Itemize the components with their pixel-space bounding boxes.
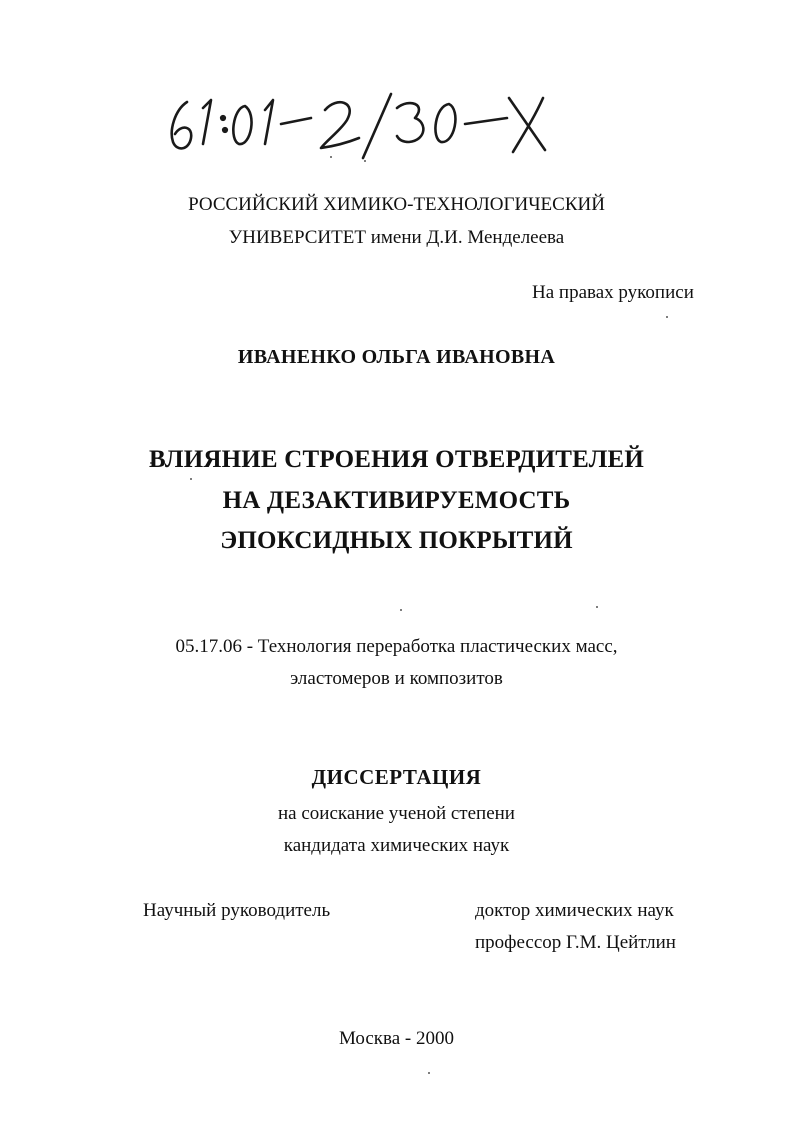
specialty-line-1: 05.17.06 - Технология переработка пластических масс, — [175, 636, 618, 657]
title-line-2: НА ДЕЗАКТИВИРУЕМОСТЬ — [222, 487, 571, 514]
scan-speck — [400, 609, 402, 611]
specialty-line-2: эластомеров и композитов — [290, 668, 503, 689]
work-type-heading: ДИССЕРТАЦИЯ — [311, 765, 482, 789]
supervisor-label: Научный руководитель — [143, 900, 331, 921]
supervisor-degree: доктор химических наук — [475, 900, 674, 921]
rights-note: На правах рукописи — [532, 282, 694, 303]
work-type-line-2: кандидата химических наук — [283, 835, 510, 856]
city-year: Москва - 2000 — [338, 1028, 455, 1049]
scan-speck — [330, 156, 332, 158]
supervisor-name: профессор Г.М. Цейтлин — [475, 932, 676, 953]
title-line-3: ЭПОКСИДНЫХ ПОКРЫТИЙ — [220, 527, 573, 554]
institution-line-1: РОССИЙСКИЙ ХИМИКО-ТЕХНОЛОГИЧЕСКИЙ — [188, 194, 605, 215]
scan-speck — [596, 606, 598, 608]
institution-line-2: УНИВЕРСИТЕТ имени Д.И. Менделеева — [228, 227, 565, 248]
scan-speck — [190, 478, 192, 480]
scan-speck — [666, 316, 668, 318]
handwritten-archive-number — [165, 80, 565, 170]
title-line-1: ВЛИЯНИЕ СТРОЕНИЯ ОТВЕРДИТЕЛЕЙ — [148, 446, 645, 473]
author-name: ИВАНЕНКО ОЛЬГА ИВАНОВНА — [237, 346, 556, 368]
scan-speck — [428, 1072, 430, 1074]
scan-speck — [364, 160, 366, 162]
work-type-line-1: на соискание ученой степени — [278, 803, 515, 824]
